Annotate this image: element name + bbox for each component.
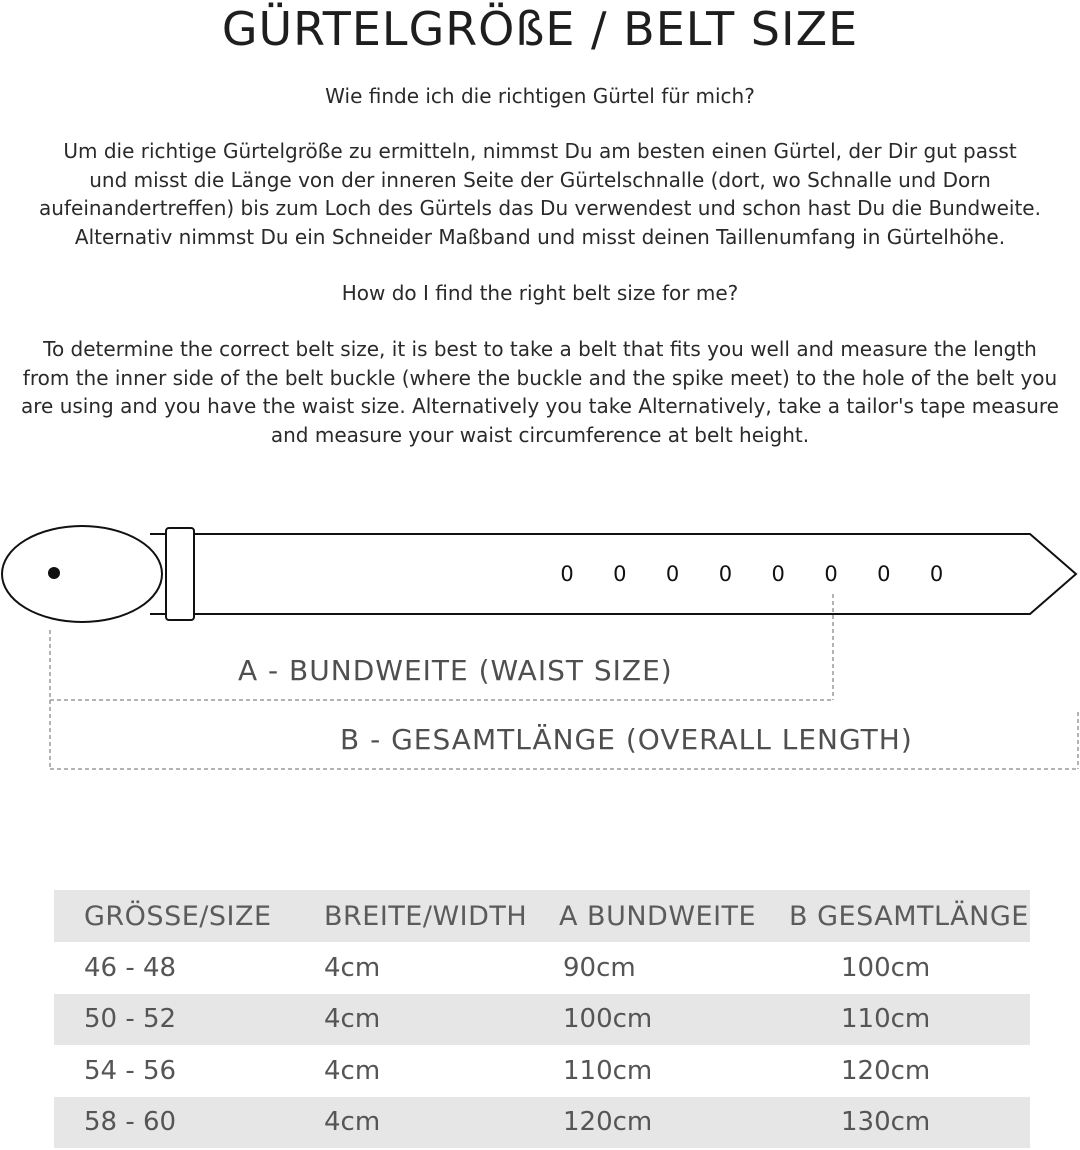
belt-hole: 0 <box>877 562 891 586</box>
cell-size: 58 - 60 <box>54 1097 324 1149</box>
belt-keeper <box>166 528 194 620</box>
en-line: and measure your waist circumference at belt height. <box>270 422 810 447</box>
cell-waist: 90cm <box>563 952 636 983</box>
belt-hole: 0 <box>718 562 733 586</box>
header-length: B GESAMTLÄNGE <box>789 890 1030 942</box>
cell-length: 110cm <box>789 994 1030 1046</box>
table-row <box>54 1045 1030 1097</box>
header-width: BREITE/WIDTH <box>324 890 559 942</box>
de-line: Um die richtige Gürtelgröße zu ermitteln, nimmst Du am besten einen Gürtel, der Dir gut passt <box>63 139 1017 163</box>
label-overall-length: B - GESAMTLÄNGE (OVERALL LENGTH) <box>340 723 913 756</box>
de-paragraph <box>10 137 1070 251</box>
buckle-prong-dot <box>48 567 60 579</box>
cell-size: 50 - 52 <box>54 994 324 1046</box>
cell-width: 4cm <box>324 1055 381 1086</box>
cell-size: 46 - 48 <box>84 952 177 983</box>
de-question: Wie finde ich die richtigen Gürtel für mich? <box>325 84 755 108</box>
cell-width: 4cm <box>324 1097 559 1149</box>
cell-length: 130cm <box>789 1097 1030 1149</box>
en-line: To determine the correct belt size, it is best to take a belt that fits you well and measure the length <box>43 337 1037 361</box>
de-line: und misst die Länge von der inneren Seite der Gürtelschnalle (dort, wo Schnalle und Dorn <box>89 167 991 192</box>
label-waist-size: A - BUNDWEITE (WAIST SIZE) <box>238 654 673 687</box>
belt-hole: 0 <box>771 562 785 586</box>
table-row <box>54 994 1030 1046</box>
header-waist: A BUNDWEITE <box>559 890 789 942</box>
cell-length: 100cm <box>841 952 931 983</box>
page-title: GÜRTELGRÖßE / BELT SIZE <box>221 2 859 56</box>
belt-hole: 0 <box>665 562 680 586</box>
belt-hole: 0 <box>824 562 838 586</box>
cell-waist: 100cm <box>559 994 789 1046</box>
cell-size: 54 - 56 <box>84 1055 177 1086</box>
header-size: GRÖSSE/SIZE <box>54 890 324 942</box>
belt-hole: 0 <box>929 562 944 586</box>
table-header-row <box>54 890 1030 942</box>
cell-width: 4cm <box>324 952 381 983</box>
size-table <box>54 890 1030 1148</box>
table-row <box>54 1097 1030 1149</box>
cell-width: 4cm <box>324 994 559 1046</box>
en-paragraph <box>10 335 1070 449</box>
cell-waist: 120cm <box>559 1097 789 1149</box>
de-line: Alternativ nimmst Du ein Schneider Maßband und misst deinen Taillenumfang in Gürtelhöhe. <box>74 224 1006 249</box>
en-line: are using and you have the waist size. Alternatively you take Alternatively, take a tailor's tape measure <box>21 394 1059 418</box>
table-row <box>54 942 1030 994</box>
buckle-icon <box>2 526 162 622</box>
belt-hole: 0 <box>613 562 627 586</box>
de-line: aufeinandertreffen) bis zum Loch des Gürtels das Du verwendest und schon hast Du die Bundweite. <box>39 196 1041 220</box>
en-line: from the inner side of the belt buckle (where the buckle and the spike meet) to the hole of the belt you <box>22 365 1058 390</box>
en-question: How do I find the right belt size for me? <box>341 281 739 305</box>
cell-waist: 110cm <box>563 1055 653 1086</box>
belt-hole: 0 <box>560 562 574 586</box>
cell-length: 120cm <box>841 1055 931 1086</box>
